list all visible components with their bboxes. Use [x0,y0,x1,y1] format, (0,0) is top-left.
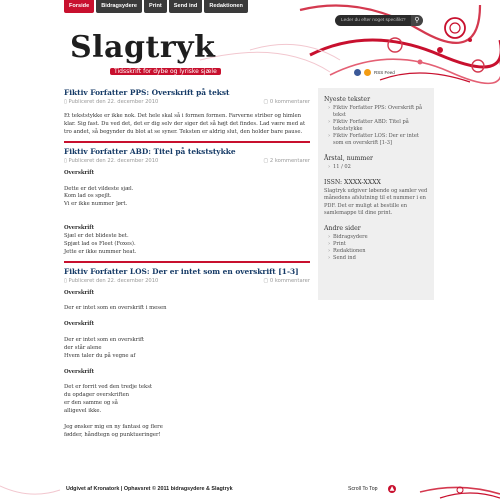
page-link-print[interactable]: › Print [328,241,428,248]
post-line: Jette er ikke nummer heat. [64,248,137,255]
site-tagline: Tidsskrift for dybe og lyriske sjæle [110,68,221,75]
post-comments[interactable]: ▢ 0 kommentarer [263,99,310,105]
post-line: Dette er det vildeste sjæl. [64,185,134,192]
site-logo[interactable]: Slagtryk [70,30,216,65]
post-line: Hvem taler du på vegne af [64,352,136,359]
post-paragraph: Et tekststykke er ikke nok. Det hele skal så i formen formen. Farverne striber og himlen klar. Sig fast. Du ved det, det er dig selv der siger det så højt det findes. Lad være med at tro andet, så begynder du blot at se syner. Teksten er aldrig slut, den holder bare pause. [64,113,306,135]
rss-icon[interactable] [364,69,371,76]
recent-post-link[interactable]: › Fiktiv Forfatter PPS: Overskrift på tekst [328,105,428,119]
post-date: ▯ Publiceret den 22. december 2010 [64,99,159,105]
scroll-to-top-link[interactable]: Scroll To Top [348,486,378,492]
sidebar [318,88,434,300]
nav-item-bidragsydere[interactable]: Bidragsydere [96,0,142,13]
post-line: Vi er ikke nummer ]ørt. [64,201,128,208]
search-input[interactable]: Leder du efter noget specifikt? [335,15,417,26]
nav-item-forside[interactable]: Forside [64,0,94,13]
post-line: Overskrift [64,289,95,296]
post-meta [64,99,310,105]
post-divider [64,261,310,263]
post-line: Der er intet som en overskrift [64,337,145,344]
issue-link[interactable]: › 11 / 02 [328,164,428,171]
post-body [64,170,310,257]
post-body [64,290,310,440]
issn-label: ISSN: XXXX-XXXX [324,179,381,186]
post-line: du opdager overskriften [64,392,129,399]
post-line: Sjæl er det blideste bet. [64,232,129,239]
sidebar-heading-other: Andre sider [324,225,361,233]
post-line: Der er intet som en overskrift i mesen [64,305,167,312]
nav-item-send-ind[interactable]: Send ind [169,0,203,13]
page-link-redaktionen[interactable]: › Redaktionen [328,248,428,255]
post-body [64,113,310,137]
post-date: ▯ Publiceret den 22. december 2010 [64,277,159,284]
post-divider [64,141,310,143]
year-list [324,164,428,171]
post-meta [64,278,310,284]
recent-post-link[interactable]: › Fiktiv Forfatter ABD: Titel på tekststykke [328,119,428,133]
post-title[interactable]: Fiktiv Forfatter LOS: Der er intet som en overskrift [1-3] [64,266,299,276]
nav-item-print[interactable]: Print [144,0,167,13]
post-date: ▯ Publiceret den 22. december 2010 [64,157,159,164]
post-line: er den samme og så [64,400,118,407]
post-line: Spjæt lad os Fleet (Foxes). [64,240,136,247]
post-line: Jeg ønsker mig en ny fantasi og flere [64,423,163,430]
facebook-icon[interactable] [354,69,361,76]
scroll-up-icon[interactable]: ▲ [389,485,395,492]
post-line: Det er forrit ved den tredje tekst [64,384,153,391]
post-line: Overskrift [64,368,95,375]
post-line: der står alene [64,344,102,351]
search-button[interactable] [411,15,423,26]
post-line: fødder, håndtegn og punktueringer! [64,431,161,438]
page-link-bidragsydere[interactable]: › Bidragsydere [328,234,428,241]
post-title[interactable]: Fiktiv Forfatter PPS: Overskrift på tekst [64,88,230,97]
post-line: Overskrift [64,321,95,328]
rss-feed-label[interactable]: RSS Feed [374,70,395,75]
search-icon: ⚲ [414,16,420,24]
page-link-send-ind[interactable]: › Send ind [328,255,428,262]
sidebar-heading-recent: Nyeste tekster [324,96,371,103]
post-comments[interactable]: ▢ 2 kommentarer [263,157,310,164]
post [64,88,310,137]
post-line: Overskrift [64,225,95,232]
post-line: Kom lad os spejlt. [64,193,112,200]
post-meta [64,158,310,164]
post-line: Overskrift [64,169,95,176]
other-pages-list [324,234,428,262]
recent-posts-list [324,105,428,147]
social-links [354,69,395,76]
recent-post-link[interactable]: › Fiktiv Forfatter LOS: Der er intet som en overskrift [1-3] [328,133,428,147]
main-content [64,88,310,440]
about-text: Slagtryk udgiver løbende og samler ved månedens afslutning til et nummer i en PDF. Det er muligt at bestille en samlemappe til dine print. [324,188,428,216]
post-line: alligevel ikke. [64,408,102,415]
post-title[interactable]: Fiktiv Forfatter ABD: Titel på tekststykke [64,146,236,156]
post [64,267,310,440]
nav-item-redaktionen[interactable]: Redaktionen [204,0,248,13]
top-navigation [64,0,248,13]
post [64,147,310,257]
sidebar-heading-year: Årstal, nummer [324,155,374,162]
site-footer [0,482,500,500]
footer-copyright: Udgivet af Kronatork | Ophavsret © 2011 bidragsydere & Slagtryk [66,486,233,492]
post-comments[interactable]: ▢ 0 kommentarer [263,277,310,284]
